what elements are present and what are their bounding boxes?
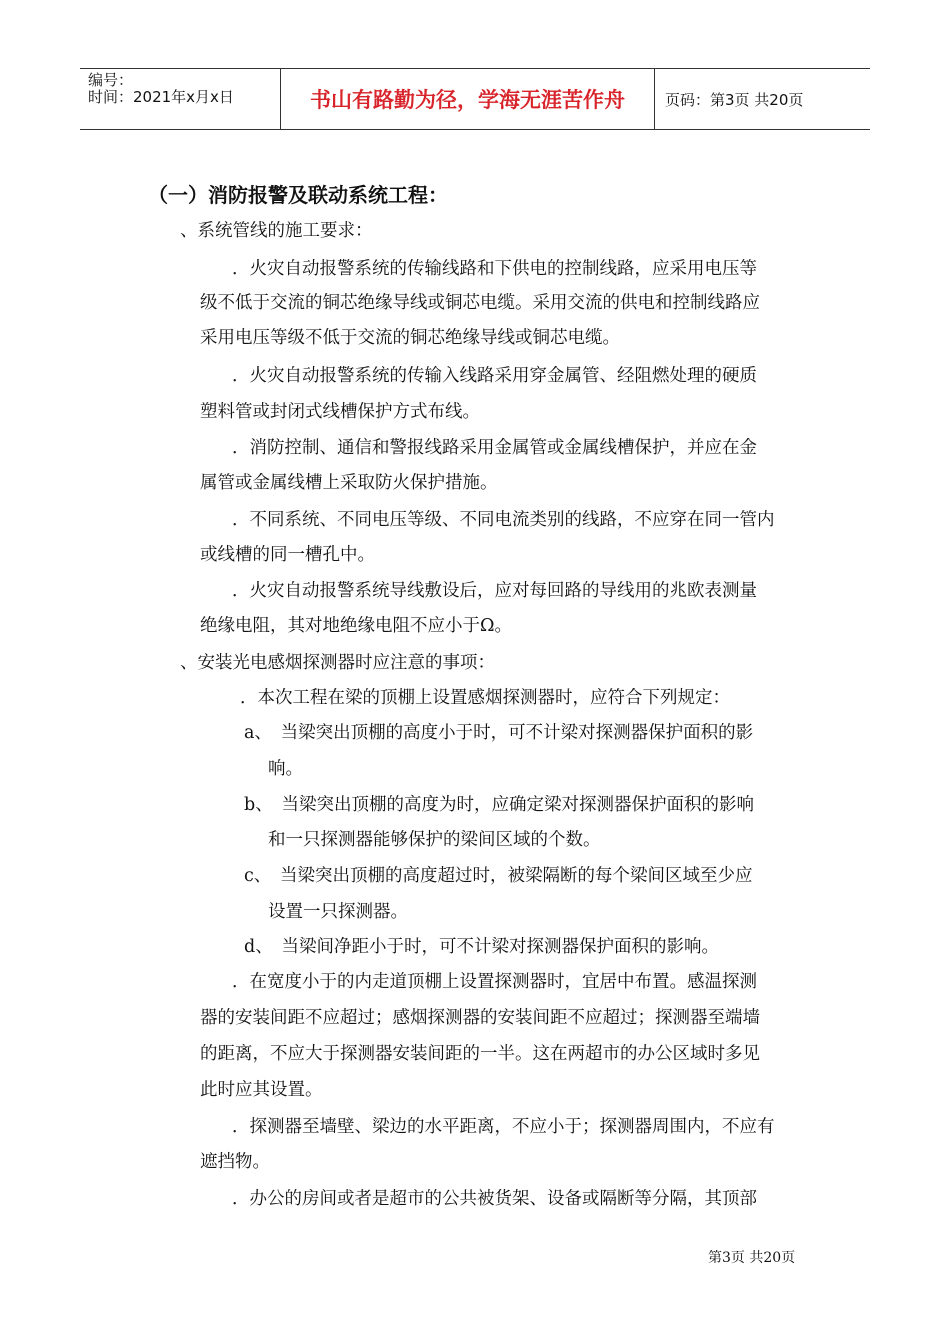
- text-line: 塑料管或封闭式线槽保护方式布线。: [200, 402, 480, 422]
- text-line: 或线槽的同一槽孔中。: [200, 545, 375, 565]
- page-footer: 第3页 共20页: [708, 1250, 796, 1266]
- text-line: 设置一只探测器。: [268, 902, 408, 922]
- text-line: 和一只探测器能够保护的梁间区域的个数。: [268, 830, 601, 850]
- text-line: ．在宽度小于的内走道顶棚上设置探测器时，宜居中布置。感温探测: [232, 972, 757, 992]
- text-line: b、 当梁突出顶棚的高度为时，应确定梁对探测器保护面积的影响: [244, 795, 754, 815]
- text-line: 的距离，不应大于探测器安装间距的一半。这在两超市的办公区域时多见: [200, 1044, 760, 1064]
- text-line: 绝缘电阻，其对地绝缘电阻不应小于Ω。: [200, 616, 513, 636]
- text-line: ．探测器至墙壁、梁边的水平距离，不应小于；探测器周围内，不应有: [232, 1117, 775, 1137]
- header-motto: 书山有路勤为径，学海无涯苦作舟: [281, 69, 655, 129]
- text-line: ．本次工程在梁的顶棚上设置感烟探测器时，应符合下列规定：: [240, 688, 730, 708]
- header-meta: [80, 69, 281, 129]
- text-line: ．不同系统、不同电压等级、不同电流类别的线路，不应穿在同一管内: [232, 510, 775, 530]
- text-line: 属管或金属线槽上采取防火保护措施。: [200, 473, 498, 493]
- text-line: ．火灾自动报警系统的传输线路和下供电的控制线路，应采用电压等: [232, 259, 757, 279]
- text-line: 此时应其设置。: [200, 1080, 323, 1100]
- text-line: 级不低于交流的铜芯绝缘导线或铜芯电缆。采用交流的供电和控制线路应: [200, 293, 760, 313]
- text-line: 采用电压等级不低于交流的铜芯绝缘导线或铜芯电缆。: [200, 328, 620, 348]
- text-line: 遮挡物。: [200, 1152, 270, 1172]
- text-line: ．火灾自动报警系统导线敷设后，应对每回路的导线用的兆欧表测量: [232, 581, 757, 601]
- text-line: a、 当梁突出顶棚的高度小于时，可不计梁对探测器保护面积的影: [244, 723, 754, 743]
- document-number-label: 编号：: [88, 71, 134, 89]
- text-line: c、 当梁突出顶棚的高度超过时，被梁隔断的每个梁间区域至少应: [244, 866, 753, 886]
- header-page-info: 页码：第3页 共20页: [665, 90, 804, 109]
- page-header: [80, 68, 870, 130]
- text-line: 、安装光电感烟探测器时应注意的事项：: [180, 653, 495, 673]
- text-line: 、系统管线的施工要求：: [180, 221, 373, 241]
- text-line: 响。: [268, 759, 303, 779]
- text-line: 器的安装间距不应超过；感烟探测器的安装间距不应超过；探测器至端墙: [200, 1008, 760, 1028]
- text-line: ．办公的房间或者是超市的公共被货架、设备或隔断等分隔，其顶部: [232, 1189, 757, 1209]
- text-line: d、 当梁间净距小于时，可不计梁对探测器保护面积的影响。: [244, 937, 719, 957]
- text-line: ．消防控制、通信和警报线路采用金属管或金属线槽保护，并应在金: [232, 438, 757, 458]
- document-time: 时间：2021年x月x日: [88, 88, 234, 106]
- section-title: （一）消防报警及联动系统工程：: [148, 183, 448, 207]
- text-line: ．火灾自动报警系统的传输入线路采用穿金属管、经阻燃处理的硬质: [232, 366, 757, 386]
